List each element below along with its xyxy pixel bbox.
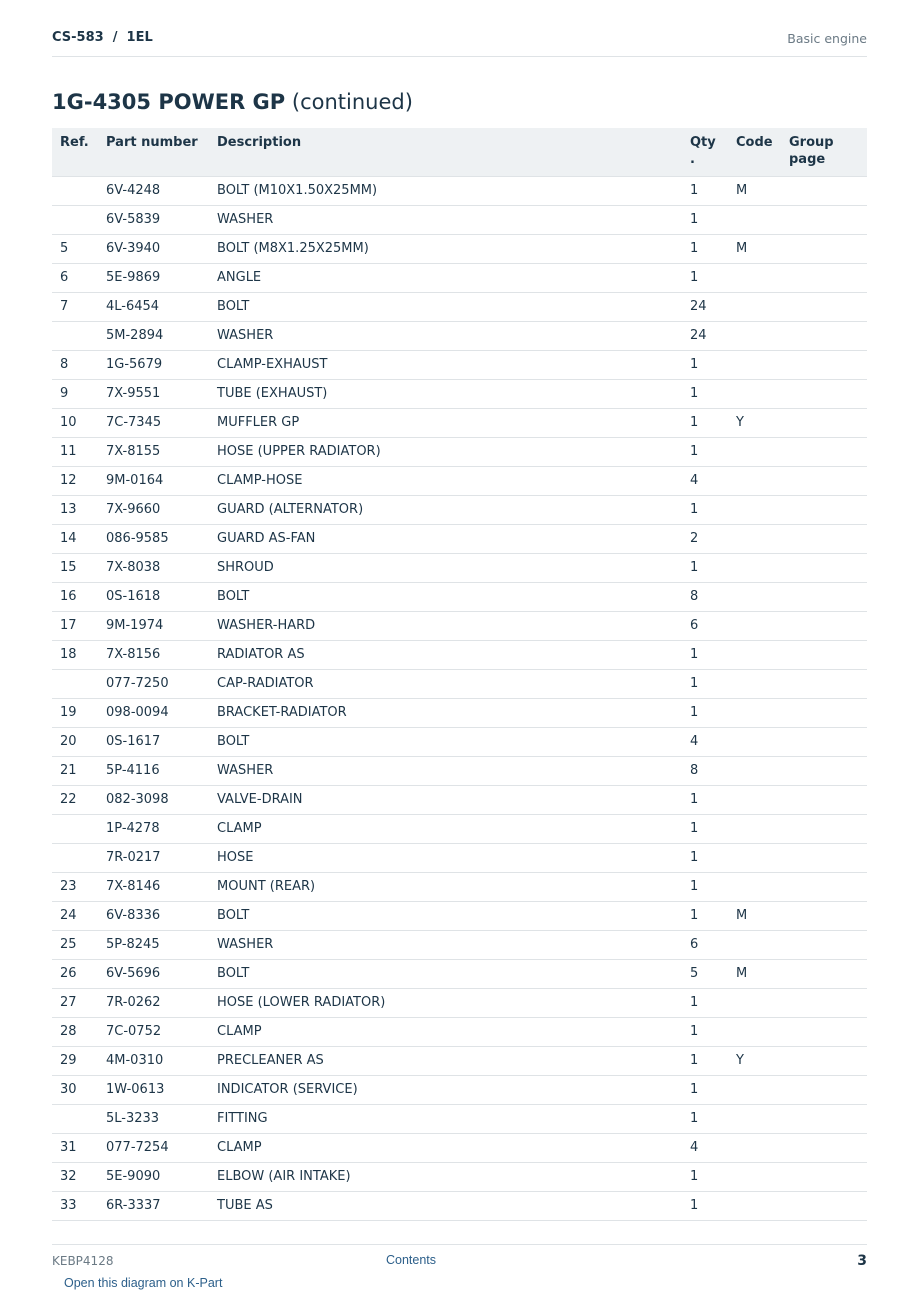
cell-code bbox=[728, 872, 781, 901]
cell-ref: 28 bbox=[52, 1017, 98, 1046]
cell-group-page bbox=[781, 669, 867, 698]
table-row bbox=[52, 814, 867, 843]
cell-part-number: 0S-1617 bbox=[98, 727, 209, 756]
cell-group-page bbox=[781, 843, 867, 872]
cell-part-number: 1P-4278 bbox=[98, 814, 209, 843]
cell-description: GUARD (ALTERNATOR) bbox=[209, 495, 682, 524]
cell-description: CLAMP bbox=[209, 1133, 682, 1162]
cell-qty: 1 bbox=[682, 988, 728, 1017]
cell-description: MOUNT (REAR) bbox=[209, 872, 682, 901]
cell-group-page bbox=[781, 1191, 867, 1220]
cell-ref: 8 bbox=[52, 350, 98, 379]
cell-ref: 16 bbox=[52, 582, 98, 611]
cell-description: HOSE (UPPER RADIATOR) bbox=[209, 437, 682, 466]
cell-qty: 1 bbox=[682, 176, 728, 205]
cell-ref: 5 bbox=[52, 234, 98, 263]
cell-code: M bbox=[728, 234, 781, 263]
cell-description: PRECLEANER AS bbox=[209, 1046, 682, 1075]
cell-qty: 4 bbox=[682, 1133, 728, 1162]
cell-part-number: 6V-5696 bbox=[98, 959, 209, 988]
cell-ref: 17 bbox=[52, 611, 98, 640]
cell-ref: 24 bbox=[52, 901, 98, 930]
cell-code: M bbox=[728, 901, 781, 930]
cell-description: SHROUD bbox=[209, 553, 682, 582]
table-row bbox=[52, 466, 867, 495]
cell-group-page bbox=[781, 872, 867, 901]
cell-part-number: 9M-0164 bbox=[98, 466, 209, 495]
cell-group-page bbox=[781, 292, 867, 321]
cell-description: HOSE (LOWER RADIATOR) bbox=[209, 988, 682, 1017]
cell-description: RADIATOR AS bbox=[209, 640, 682, 669]
cell-group-page bbox=[781, 524, 867, 553]
cell-code bbox=[728, 263, 781, 292]
cell-code bbox=[728, 205, 781, 234]
table-row bbox=[52, 930, 867, 959]
cell-part-number: 7R-0262 bbox=[98, 988, 209, 1017]
cell-code bbox=[728, 930, 781, 959]
cell-description: FITTING bbox=[209, 1104, 682, 1133]
cell-ref: 32 bbox=[52, 1162, 98, 1191]
cell-code bbox=[728, 1104, 781, 1133]
table-row bbox=[52, 1133, 867, 1162]
cell-qty: 1 bbox=[682, 901, 728, 930]
cell-code bbox=[728, 988, 781, 1017]
cell-ref: 6 bbox=[52, 263, 98, 292]
table-row bbox=[52, 1046, 867, 1075]
cell-qty: 1 bbox=[682, 205, 728, 234]
cell-ref bbox=[52, 814, 98, 843]
cell-ref: 7 bbox=[52, 292, 98, 321]
cell-qty: 5 bbox=[682, 959, 728, 988]
parts-table bbox=[52, 128, 867, 1221]
cell-qty: 6 bbox=[682, 611, 728, 640]
table-row bbox=[52, 350, 867, 379]
table-row bbox=[52, 669, 867, 698]
cell-description: BOLT bbox=[209, 582, 682, 611]
cell-code bbox=[728, 785, 781, 814]
cell-part-number: 7C-7345 bbox=[98, 408, 209, 437]
cell-part-number: 077-7250 bbox=[98, 669, 209, 698]
cell-code bbox=[728, 379, 781, 408]
cell-code bbox=[728, 1162, 781, 1191]
cell-part-number: 7X-9660 bbox=[98, 495, 209, 524]
cell-ref: 27 bbox=[52, 988, 98, 1017]
cell-part-number: 077-7254 bbox=[98, 1133, 209, 1162]
cell-group-page bbox=[781, 437, 867, 466]
cell-description: CLAMP-EXHAUST bbox=[209, 350, 682, 379]
table-row bbox=[52, 901, 867, 930]
cell-qty: 1 bbox=[682, 640, 728, 669]
cell-group-page bbox=[781, 263, 867, 292]
cell-ref bbox=[52, 176, 98, 205]
cell-part-number: 0S-1618 bbox=[98, 582, 209, 611]
cell-code bbox=[728, 553, 781, 582]
cell-qty: 1 bbox=[682, 1104, 728, 1133]
cell-qty: 24 bbox=[682, 321, 728, 350]
cell-code: M bbox=[728, 959, 781, 988]
cell-code bbox=[728, 611, 781, 640]
table-row bbox=[52, 756, 867, 785]
table-row bbox=[52, 524, 867, 553]
cell-group-page bbox=[781, 901, 867, 930]
cell-group-page bbox=[781, 785, 867, 814]
page-footer bbox=[52, 1244, 867, 1275]
table-row bbox=[52, 495, 867, 524]
cell-ref bbox=[52, 1104, 98, 1133]
cell-description: TUBE (EXHAUST) bbox=[209, 379, 682, 408]
cell-qty: 1 bbox=[682, 553, 728, 582]
cell-part-number: 6V-8336 bbox=[98, 901, 209, 930]
cell-ref bbox=[52, 321, 98, 350]
contents-link[interactable]: Contents bbox=[386, 1253, 437, 1267]
table-row bbox=[52, 176, 867, 205]
cell-group-page bbox=[781, 553, 867, 582]
cell-ref: 26 bbox=[52, 959, 98, 988]
cell-code: Y bbox=[728, 1046, 781, 1075]
cell-ref: 13 bbox=[52, 495, 98, 524]
cell-description: BOLT bbox=[209, 959, 682, 988]
table-row bbox=[52, 611, 867, 640]
cell-qty: 2 bbox=[682, 524, 728, 553]
table-row bbox=[52, 408, 867, 437]
cell-ref: 19 bbox=[52, 698, 98, 727]
section-label: Basic engine bbox=[787, 31, 867, 46]
cell-group-page bbox=[781, 466, 867, 495]
cell-code: Y bbox=[728, 408, 781, 437]
cell-group-page bbox=[781, 321, 867, 350]
cell-part-number: 6V-5839 bbox=[98, 205, 209, 234]
cell-group-page bbox=[781, 1046, 867, 1075]
cell-qty: 1 bbox=[682, 814, 728, 843]
cell-code bbox=[728, 1017, 781, 1046]
table-row bbox=[52, 234, 867, 263]
cell-qty: 1 bbox=[682, 437, 728, 466]
table-row bbox=[52, 379, 867, 408]
cell-group-page bbox=[781, 640, 867, 669]
cell-ref: 10 bbox=[52, 408, 98, 437]
cell-qty: 8 bbox=[682, 582, 728, 611]
table-row bbox=[52, 1104, 867, 1133]
cell-description: MUFFLER GP bbox=[209, 408, 682, 437]
cell-ref: 12 bbox=[52, 466, 98, 495]
table-row bbox=[52, 1017, 867, 1046]
cell-qty: 1 bbox=[682, 669, 728, 698]
cell-qty: 1 bbox=[682, 263, 728, 292]
col-part-number: Part number bbox=[98, 128, 209, 176]
cell-description: CLAMP-HOSE bbox=[209, 466, 682, 495]
group-title: 1G-4305 POWER GP bbox=[52, 90, 286, 114]
cell-part-number: 5M-2894 bbox=[98, 321, 209, 350]
cell-part-number: 7X-8146 bbox=[98, 872, 209, 901]
open-kpart-link[interactable]: Open this diagram on K-Part bbox=[64, 1276, 223, 1290]
cell-description: WASHER bbox=[209, 756, 682, 785]
cell-description: BOLT (M10X1.50X25MM) bbox=[209, 176, 682, 205]
cell-part-number: 5L-3233 bbox=[98, 1104, 209, 1133]
cell-group-page bbox=[781, 582, 867, 611]
cell-part-number: 7X-8156 bbox=[98, 640, 209, 669]
cell-qty: 1 bbox=[682, 1075, 728, 1104]
cell-ref bbox=[52, 669, 98, 698]
cell-group-page bbox=[781, 495, 867, 524]
cell-group-page bbox=[781, 408, 867, 437]
cell-code bbox=[728, 437, 781, 466]
cell-part-number: 5E-9869 bbox=[98, 263, 209, 292]
cell-ref: 20 bbox=[52, 727, 98, 756]
cell-ref: 15 bbox=[52, 553, 98, 582]
cell-qty: 1 bbox=[682, 495, 728, 524]
cell-code bbox=[728, 1133, 781, 1162]
cell-group-page bbox=[781, 814, 867, 843]
cell-ref: 21 bbox=[52, 756, 98, 785]
page-title bbox=[52, 90, 413, 114]
cell-code bbox=[728, 466, 781, 495]
cell-qty: 1 bbox=[682, 872, 728, 901]
table-row bbox=[52, 321, 867, 350]
table-row bbox=[52, 1075, 867, 1104]
table-row bbox=[52, 988, 867, 1017]
cell-description: CLAMP bbox=[209, 814, 682, 843]
cell-code bbox=[728, 321, 781, 350]
table-header-row bbox=[52, 128, 867, 176]
cell-description: BOLT bbox=[209, 292, 682, 321]
table-row bbox=[52, 872, 867, 901]
cell-part-number: 7C-0752 bbox=[98, 1017, 209, 1046]
cell-ref: 23 bbox=[52, 872, 98, 901]
cell-part-number: 6R-3337 bbox=[98, 1191, 209, 1220]
cell-group-page bbox=[781, 698, 867, 727]
cell-group-page bbox=[781, 930, 867, 959]
cell-part-number: 9M-1974 bbox=[98, 611, 209, 640]
cell-code bbox=[728, 292, 781, 321]
cell-ref: 29 bbox=[52, 1046, 98, 1075]
table-row bbox=[52, 263, 867, 292]
cell-qty: 24 bbox=[682, 292, 728, 321]
table-row bbox=[52, 437, 867, 466]
page-number: 3 bbox=[857, 1253, 867, 1269]
cell-group-page bbox=[781, 727, 867, 756]
cell-part-number: 098-0094 bbox=[98, 698, 209, 727]
cell-ref: 14 bbox=[52, 524, 98, 553]
cell-ref: 30 bbox=[52, 1075, 98, 1104]
cell-part-number: 7X-9551 bbox=[98, 379, 209, 408]
cell-code bbox=[728, 640, 781, 669]
table-row bbox=[52, 1191, 867, 1220]
table-row bbox=[52, 727, 867, 756]
cell-group-page bbox=[781, 234, 867, 263]
cell-group-page bbox=[781, 756, 867, 785]
col-description: Description bbox=[209, 128, 682, 176]
cell-part-number: 086-9585 bbox=[98, 524, 209, 553]
col-ref: Ref. bbox=[52, 128, 98, 176]
cell-description: WASHER bbox=[209, 321, 682, 350]
cell-part-number: 1G-5679 bbox=[98, 350, 209, 379]
cell-ref: 22 bbox=[52, 785, 98, 814]
cell-part-number: 4M-0310 bbox=[98, 1046, 209, 1075]
cell-ref bbox=[52, 843, 98, 872]
cell-ref: 18 bbox=[52, 640, 98, 669]
cell-qty: 1 bbox=[682, 1046, 728, 1075]
cell-code bbox=[728, 756, 781, 785]
cell-code bbox=[728, 524, 781, 553]
page-header bbox=[52, 30, 867, 57]
cell-part-number: 6V-4248 bbox=[98, 176, 209, 205]
cell-group-page bbox=[781, 176, 867, 205]
cell-description: BOLT bbox=[209, 727, 682, 756]
cell-qty: 1 bbox=[682, 379, 728, 408]
cell-code bbox=[728, 843, 781, 872]
cell-code bbox=[728, 814, 781, 843]
table-row bbox=[52, 1162, 867, 1191]
cell-ref bbox=[52, 205, 98, 234]
cell-part-number: 1W-0613 bbox=[98, 1075, 209, 1104]
cell-qty: 1 bbox=[682, 1191, 728, 1220]
cell-code bbox=[728, 495, 781, 524]
title-suffix: (continued) bbox=[291, 90, 413, 114]
col-group-page: Group page bbox=[781, 128, 867, 176]
breadcrumb: CS-583 / 1EL bbox=[52, 30, 153, 45]
cell-description: WASHER bbox=[209, 930, 682, 959]
cell-part-number: 7X-8155 bbox=[98, 437, 209, 466]
table-row bbox=[52, 292, 867, 321]
cell-part-number: 7X-8038 bbox=[98, 553, 209, 582]
cell-qty: 1 bbox=[682, 1017, 728, 1046]
parts-table-body bbox=[52, 176, 867, 1220]
cell-group-page bbox=[781, 350, 867, 379]
cell-code: M bbox=[728, 176, 781, 205]
document-code: KEBP4128 bbox=[52, 1254, 114, 1268]
cell-part-number: 7R-0217 bbox=[98, 843, 209, 872]
cell-description: CLAMP bbox=[209, 1017, 682, 1046]
cell-group-page bbox=[781, 1075, 867, 1104]
cell-qty: 1 bbox=[682, 698, 728, 727]
cell-ref: 11 bbox=[52, 437, 98, 466]
cell-description: BOLT bbox=[209, 901, 682, 930]
cell-qty: 4 bbox=[682, 466, 728, 495]
cell-part-number: 6V-3940 bbox=[98, 234, 209, 263]
cell-qty: 4 bbox=[682, 727, 728, 756]
cell-code bbox=[728, 698, 781, 727]
cell-description: BOLT (M8X1.25X25MM) bbox=[209, 234, 682, 263]
cell-group-page bbox=[781, 611, 867, 640]
cell-code bbox=[728, 669, 781, 698]
cell-description: VALVE-DRAIN bbox=[209, 785, 682, 814]
cell-description: ELBOW (AIR INTAKE) bbox=[209, 1162, 682, 1191]
cell-qty: 1 bbox=[682, 1162, 728, 1191]
cell-code bbox=[728, 582, 781, 611]
col-qty: Qty . bbox=[682, 128, 728, 176]
cell-ref: 33 bbox=[52, 1191, 98, 1220]
table-row bbox=[52, 698, 867, 727]
cell-description: CAP-RADIATOR bbox=[209, 669, 682, 698]
cell-group-page bbox=[781, 379, 867, 408]
cell-ref: 9 bbox=[52, 379, 98, 408]
cell-part-number: 5P-4116 bbox=[98, 756, 209, 785]
table-row bbox=[52, 582, 867, 611]
cell-qty: 1 bbox=[682, 408, 728, 437]
cell-part-number: 082-3098 bbox=[98, 785, 209, 814]
cell-group-page bbox=[781, 959, 867, 988]
cell-group-page bbox=[781, 988, 867, 1017]
cell-code bbox=[728, 1191, 781, 1220]
cell-description: BRACKET-RADIATOR bbox=[209, 698, 682, 727]
cell-code bbox=[728, 350, 781, 379]
cell-group-page bbox=[781, 1017, 867, 1046]
cell-group-page bbox=[781, 1133, 867, 1162]
table-row bbox=[52, 640, 867, 669]
table-row bbox=[52, 205, 867, 234]
cell-ref: 31 bbox=[52, 1133, 98, 1162]
cell-description: WASHER-HARD bbox=[209, 611, 682, 640]
cell-code bbox=[728, 727, 781, 756]
cell-group-page bbox=[781, 1104, 867, 1133]
table-row bbox=[52, 843, 867, 872]
cell-qty: 1 bbox=[682, 234, 728, 263]
table-row bbox=[52, 553, 867, 582]
cell-description: GUARD AS-FAN bbox=[209, 524, 682, 553]
cell-description: WASHER bbox=[209, 205, 682, 234]
cell-qty: 8 bbox=[682, 756, 728, 785]
table-row bbox=[52, 785, 867, 814]
cell-description: HOSE bbox=[209, 843, 682, 872]
cell-ref: 25 bbox=[52, 930, 98, 959]
cell-code bbox=[728, 1075, 781, 1104]
cell-part-number: 5P-8245 bbox=[98, 930, 209, 959]
cell-description: INDICATOR (SERVICE) bbox=[209, 1075, 682, 1104]
cell-qty: 1 bbox=[682, 843, 728, 872]
cell-group-page bbox=[781, 205, 867, 234]
cell-part-number: 4L-6454 bbox=[98, 292, 209, 321]
cell-qty: 1 bbox=[682, 350, 728, 379]
cell-group-page bbox=[781, 1162, 867, 1191]
cell-description: TUBE AS bbox=[209, 1191, 682, 1220]
cell-qty: 1 bbox=[682, 785, 728, 814]
col-code: Code bbox=[728, 128, 781, 176]
cell-part-number: 5E-9090 bbox=[98, 1162, 209, 1191]
cell-description: ANGLE bbox=[209, 263, 682, 292]
table-row bbox=[52, 959, 867, 988]
cell-qty: 6 bbox=[682, 930, 728, 959]
